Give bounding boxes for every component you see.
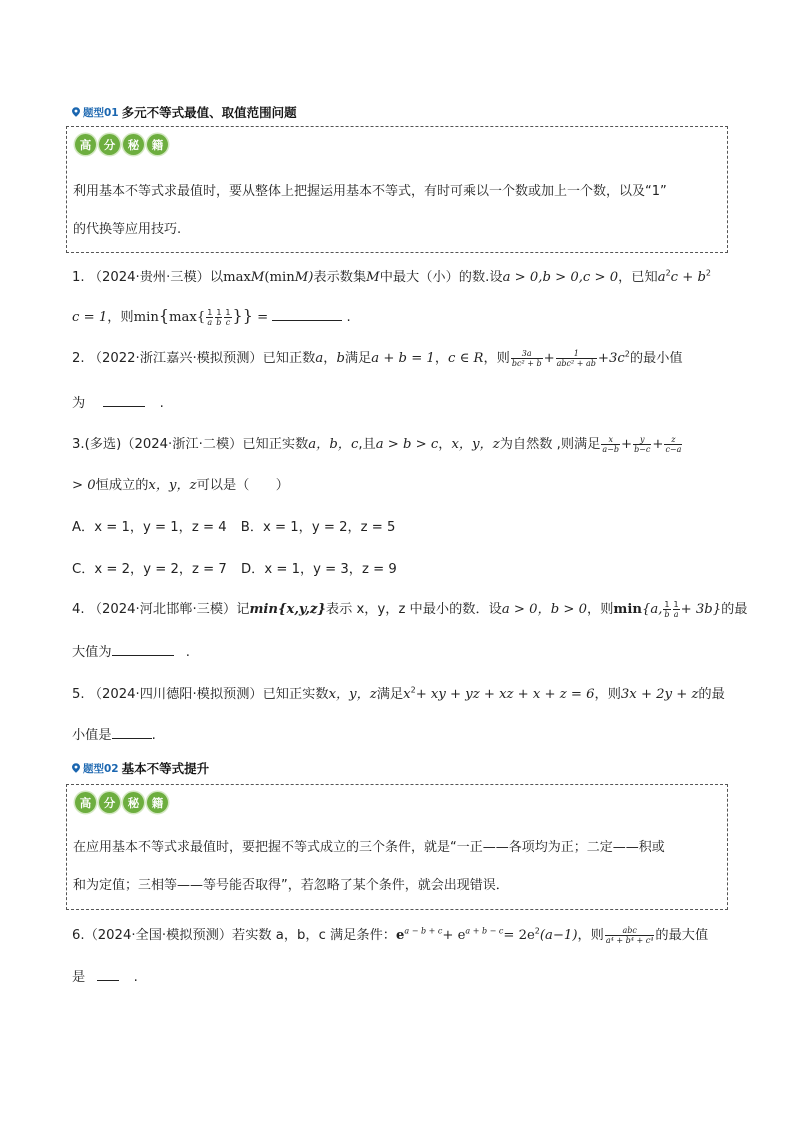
math: ( — [264, 270, 270, 285]
question-5-line-1 — [72, 683, 725, 702]
text: ，已知 — [618, 270, 658, 285]
question-3-line-2 — [72, 474, 289, 493]
fraction: $\frac{1}{\text{abc² + ab}}$ — [556, 348, 596, 368]
question-1-line-1 — [72, 266, 711, 285]
math: max — [223, 270, 251, 285]
option-b[interactable]: B．x = 1，y = 2，z = 5 — [240, 520, 396, 535]
math: a + b = 1 — [371, 351, 435, 366]
section-label: 题型02 — [83, 762, 119, 775]
fraction: $\frac{z}{c-a}$ — [665, 434, 682, 454]
math: + 3b} — [680, 602, 722, 617]
math: x — [403, 687, 411, 702]
math: + e — [442, 928, 466, 943]
math: a > 0,b > 0,c > 0 — [502, 270, 619, 285]
question-number: 2. — [72, 351, 85, 366]
question-4-line-2 — [72, 641, 190, 660]
text: ， — [434, 351, 449, 366]
section-title: 多元不等式最值、取值范围问题 — [121, 105, 297, 120]
text: 恒成立的 — [95, 478, 149, 493]
math: a，b，c — [308, 437, 359, 452]
fraction: $\frac{\text{abc}}{\text{a⁴ + b⁴ + c⁴}}$ — [605, 925, 654, 945]
text: ， — [323, 351, 337, 366]
math: 2 — [624, 349, 630, 359]
text: 中最大（小）的数.设 — [379, 270, 503, 285]
question-6-line-1 — [72, 924, 708, 945]
text: 为 — [72, 396, 86, 411]
text: 表示数集 — [313, 270, 367, 285]
math: min — [613, 602, 642, 617]
math: c ∈ R — [448, 351, 484, 366]
fraction: $\frac{1}{b}$ — [664, 599, 670, 619]
tip-box-2 — [66, 784, 728, 910]
text: 是 — [72, 970, 86, 985]
question-1-line-2 — [72, 306, 351, 327]
text: 可以是（ ） — [196, 478, 289, 493]
question-2-line-2 — [72, 392, 164, 411]
math: 2 — [534, 926, 540, 936]
math: 2 — [705, 268, 712, 278]
math: a > b > c — [375, 437, 439, 452]
math: }} — [232, 306, 253, 325]
tip-text — [73, 173, 719, 249]
answer-blank[interactable] — [103, 394, 145, 407]
question-source: （2024·贵州·三模）以 — [88, 270, 224, 285]
math: a − b + c — [404, 926, 443, 936]
badge: 籍 — [147, 134, 168, 155]
text: . — [346, 310, 351, 325]
question-source: （2022·浙江嘉兴·模拟预测）已知正数 — [88, 351, 316, 366]
math: e — [396, 928, 405, 943]
math: a > 0，b > 0 — [501, 602, 588, 617]
text: ，则 — [594, 687, 621, 702]
math: M — [366, 270, 380, 285]
option-c[interactable]: C．x = 2，y = 2，z = 7 — [72, 562, 227, 577]
math: {a, — [641, 602, 663, 617]
question-4-line-1 — [72, 598, 747, 619]
fraction: $\frac{3a}{\text{bc² + b}}$ — [511, 348, 542, 368]
question-3-options-2 — [72, 558, 397, 577]
math: + xy + yz + xz + x + z = 6 — [415, 687, 595, 702]
text: . — [133, 970, 138, 985]
badge-row — [75, 792, 168, 813]
math: a — [657, 270, 666, 285]
text: ，则 — [577, 928, 604, 943]
tip-line: 在应用基本不等式求最值时，要把握不等式成立的三个条件，就是“一正——各项均为正；二定——积或 — [73, 840, 665, 855]
fraction: $\frac{y}{b-c}$ — [634, 434, 651, 454]
text: 大值为 — [72, 645, 112, 660]
question-number: 3. — [72, 437, 85, 452]
math: M) — [294, 270, 314, 285]
badge: 籍 — [147, 792, 168, 813]
question-6-line-2 — [72, 966, 138, 985]
fraction: $\frac{1}{a}$ — [673, 599, 679, 619]
math: { — [158, 306, 169, 325]
tip-line: 和为定值；三相等——等号能否取得”，若忽略了某个条件，就会出现错误． — [73, 878, 509, 893]
question-source: （2024·河北邯郸·三模）记 — [88, 602, 250, 617]
text: ，则 — [107, 310, 134, 325]
text: . — [151, 728, 156, 743]
text: ，则 — [483, 351, 510, 366]
math: 2 — [410, 685, 416, 695]
tip-text — [73, 829, 719, 905]
question-number: 5. — [72, 687, 85, 702]
location-pin-icon — [72, 107, 80, 117]
tip-line: 的代换等应用技巧. — [73, 222, 182, 237]
question-number: 1. — [72, 270, 85, 285]
tip-line: 利用基本不等式求最值时，要从整体上把握运用基本不等式，有时可乘以一个数或加上一个数，以及“1” — [73, 184, 667, 199]
text: . — [185, 645, 190, 660]
question-5-line-2 — [72, 724, 156, 743]
math: > 0 — [72, 478, 96, 493]
text: ， — [438, 437, 452, 452]
math: min — [269, 270, 295, 285]
question-3-line-1 — [72, 433, 683, 454]
text: 满足 — [376, 687, 404, 702]
text: . — [159, 396, 164, 411]
text: ,且 — [358, 437, 376, 452]
option-d[interactable]: D．x = 1，y = 3，z = 9 — [240, 562, 397, 577]
section-heading-1 — [72, 104, 297, 120]
math: b — [336, 351, 345, 366]
text: 的最 — [721, 602, 748, 617]
answer-blank[interactable] — [112, 643, 174, 656]
math: + — [652, 437, 664, 452]
math: x，y，z — [148, 478, 197, 493]
badge: 分 — [99, 792, 120, 813]
text: 小值是 — [72, 728, 112, 743]
fraction: $\frac{1}{a}$ — [207, 307, 213, 327]
answer-blank[interactable] — [112, 726, 152, 739]
fraction: $\frac{1}{c}$ — [225, 307, 231, 327]
badge: 秘 — [123, 134, 144, 155]
math: c + b — [670, 270, 706, 285]
math: (a−1) — [539, 928, 578, 943]
text: 的最大值 — [655, 928, 709, 943]
math: x，y，z — [451, 437, 500, 452]
fraction: $\frac{1}{b}$ — [216, 307, 222, 327]
text: 为自然数 ,则满足 — [499, 437, 601, 452]
section-heading-2 — [72, 760, 209, 776]
section-label: 题型01 — [83, 106, 119, 119]
math: + — [543, 351, 555, 366]
math: a + b − c — [465, 926, 504, 936]
question-source: (多选)（2024·浙江·二模）已知正实数 — [84, 437, 309, 452]
question-3-options-1 — [72, 516, 395, 535]
math: x，y，z — [328, 687, 377, 702]
question-source: （2024·四川德阳·模拟预测）已知正实数 — [88, 687, 329, 702]
math: min{x,y,z} — [249, 602, 326, 617]
section-title: 基本不等式提升 — [121, 761, 210, 776]
location-pin-icon — [72, 763, 80, 773]
text: 满足 — [344, 351, 372, 366]
text: 的最小值 — [629, 351, 683, 366]
badge: 高 — [75, 134, 96, 155]
fraction: $\frac{x}{a-b}$ — [602, 434, 619, 454]
tip-box-1 — [66, 126, 728, 253]
math: = 2e — [503, 928, 535, 943]
answer-blank[interactable] — [97, 968, 119, 981]
question-number: 6. — [72, 928, 85, 943]
text: 的最 — [698, 687, 725, 702]
option-a[interactable]: A．x = 1，y = 1，z = 4 — [72, 520, 227, 535]
math: 3x + 2y + z — [620, 687, 699, 702]
math: +3c — [597, 351, 625, 366]
badge-row — [75, 134, 168, 155]
badge: 秘 — [123, 792, 144, 813]
math: 2 — [665, 268, 671, 278]
badge: 分 — [99, 134, 120, 155]
math: c = 1 — [72, 310, 108, 325]
question-number: 4. — [72, 602, 85, 617]
math: { — [196, 310, 206, 325]
text: ，则 — [587, 602, 614, 617]
math: max — [169, 310, 197, 325]
math: a — [315, 351, 324, 366]
text: 表示 x，y，z 中最小的数．设 — [325, 602, 502, 617]
math: M — [250, 270, 265, 285]
math: + — [621, 437, 633, 452]
question-source: （2024·全国·模拟预测）若实数 a，b，c 满足条件： — [84, 928, 396, 943]
math: min — [133, 310, 159, 325]
badge: 高 — [75, 792, 96, 813]
math: = — [257, 310, 269, 325]
question-2-line-1 — [72, 347, 683, 368]
answer-blank[interactable] — [272, 308, 342, 321]
